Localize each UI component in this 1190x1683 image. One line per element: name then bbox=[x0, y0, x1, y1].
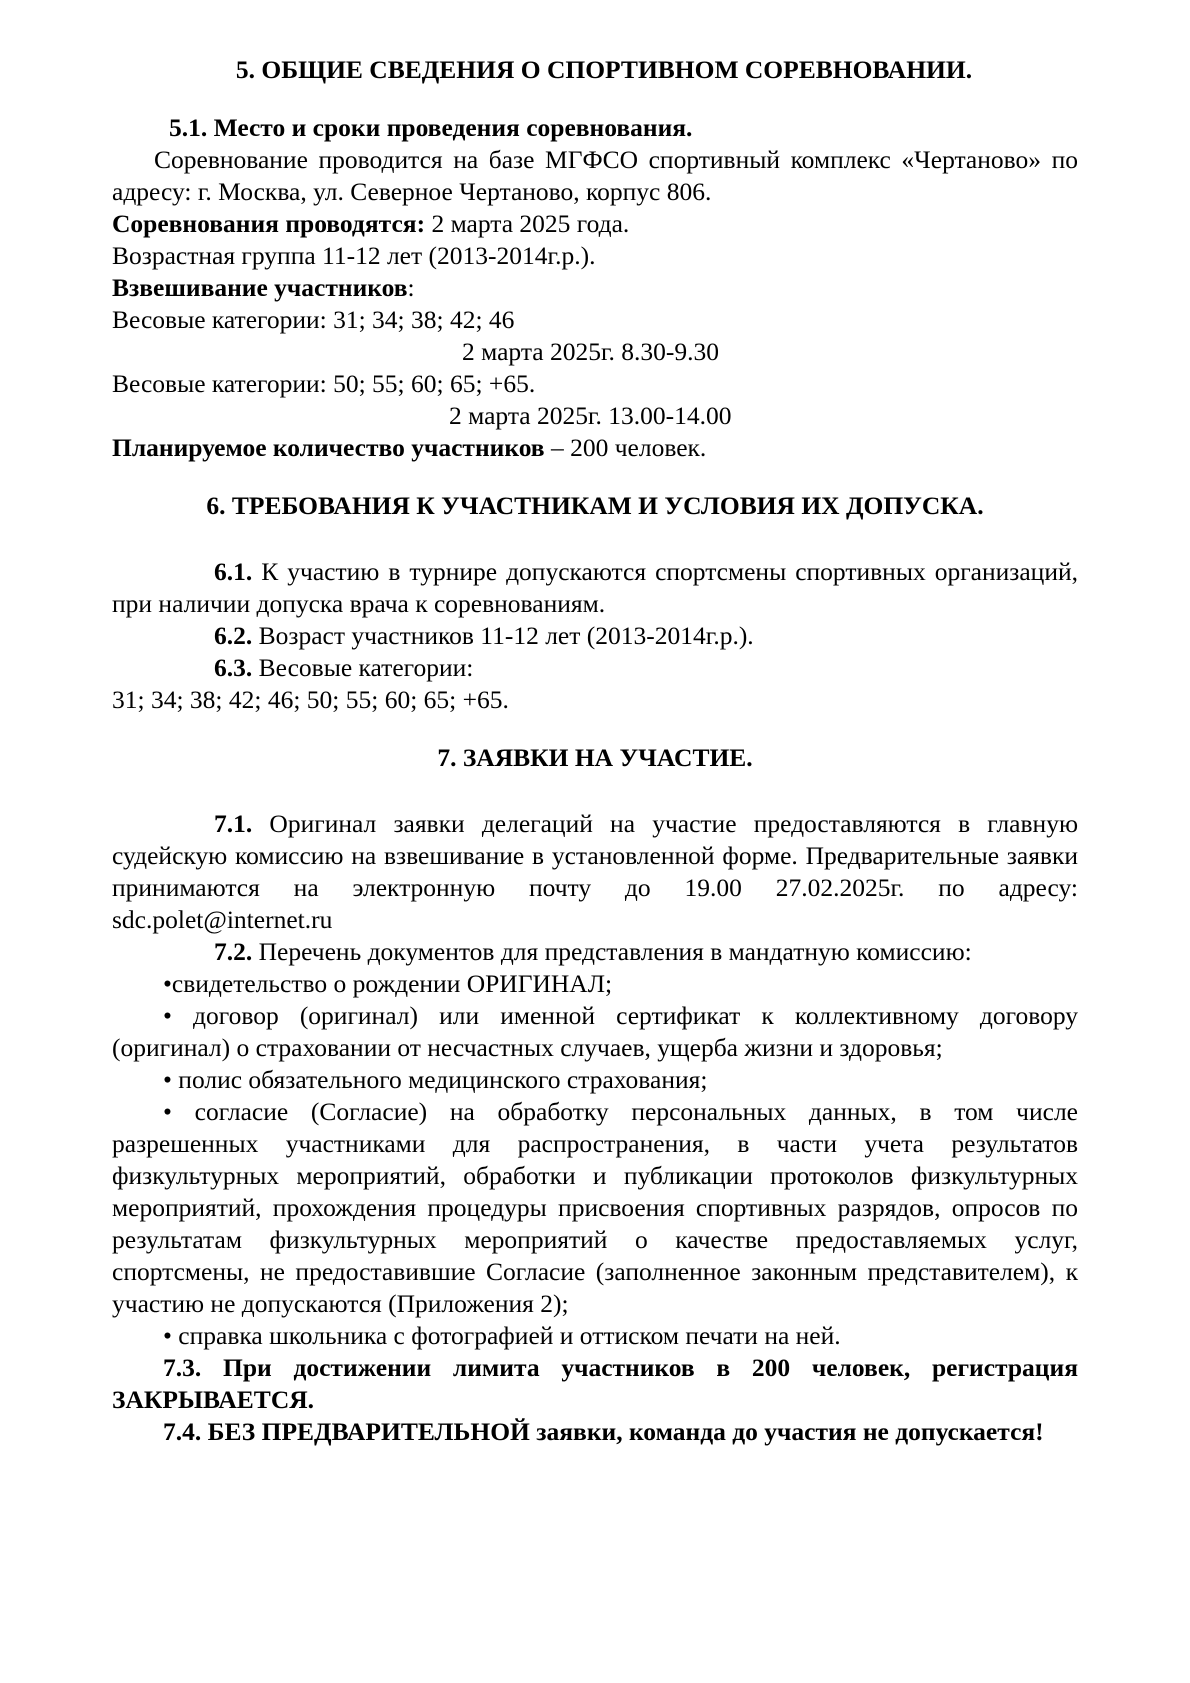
section-5-heading: 5. ОБЩИЕ СВЕДЕНИЯ О СПОРТИВНОМ СОРЕВНОВАНИИ. bbox=[235, 55, 973, 84]
document-content bbox=[112, 54, 1078, 1448]
document-list-item: • согласие (Согласие) на обработку персональных данных, в том числе разрешенных участниками для распространения, в части учета результатов физкультурных мероприятий, обработки и публикации протоколов физкультурных мероприятий, прохождения процедуры присвоения спортивных разрядов, опросов по результатам физкультурных мероприятий о качестве предоставляемых услуг, спортсмены, не предоставившие Согласие (заполненное законным представителем), к участию не допускаются (Приложения 2); bbox=[112, 1097, 1078, 1318]
competition-date-line bbox=[112, 208, 1078, 240]
item-6-1 bbox=[112, 556, 1078, 620]
weigh-in-time-2: 2 марта 2025г. 13.00-14.00 bbox=[449, 401, 732, 430]
age-group-line: Возрастная группа 11-12 лет (2013-2014г.р.). bbox=[112, 241, 596, 270]
venue-paragraph: Соревнование проводится на базе МГФСО спортивный комплекс «Чертаново» по адресу: г. Москва, ул. Северное Чертаново, корпус 806. bbox=[112, 145, 1078, 206]
item-7-2-number: 7.2. bbox=[214, 937, 253, 966]
item-6-2 bbox=[112, 620, 1078, 652]
item-7-1-number: 7.1. bbox=[214, 809, 253, 838]
item-6-2-text: Возраст участников 11-12 лет (2013-2014г.р.). bbox=[252, 621, 754, 650]
item-7-2 bbox=[112, 936, 1078, 968]
competition-date-value: 2 марта 2025 года. bbox=[425, 209, 630, 238]
section-6-heading: 6. ТРЕБОВАНИЯ К УЧАСТНИКАМ И УСЛОВИЯ ИХ ДОПУСКА. bbox=[206, 491, 984, 520]
weight-categories-line-2: Весовые категории: 50; 55; 60; 65; +65. bbox=[112, 369, 536, 398]
item-6-3 bbox=[112, 652, 1078, 684]
planned-participants-label: Планируемое количество участников bbox=[112, 433, 545, 462]
item-6-3-text: Весовые категории: bbox=[252, 653, 474, 682]
item-6-1-number: 6.1. bbox=[214, 557, 253, 586]
weight-list-line: 31; 34; 38; 42; 46; 50; 55; 60; 65; +65. bbox=[112, 685, 509, 714]
weigh-in-label: Взвешивание участников bbox=[112, 273, 408, 302]
item-6-3-number: 6.3. bbox=[214, 653, 253, 682]
weigh-in-line bbox=[112, 272, 1078, 304]
subsection-5-1-heading: 5.1. Место и сроки проведения соревнования. bbox=[169, 113, 693, 142]
weigh-in-colon: : bbox=[407, 273, 415, 302]
item-7-3: 7.3. При достижении лимита участников в 200 человек, регистрация ЗАКРЫВАЕТСЯ. bbox=[112, 1353, 1078, 1414]
competition-date-label: Соревнования проводятся: bbox=[112, 209, 426, 238]
document-list-item: • договор (оригинал) или именной сертификат к коллективному договору (оригинал) о страховании от несчастных случаев, ущерба жизни и здоровья; bbox=[112, 1001, 1078, 1062]
document-list-item: • справка школьника с фотографией и оттиском печати на ней. bbox=[163, 1321, 841, 1350]
planned-participants-line bbox=[112, 432, 1078, 464]
item-6-1-text: К участию в турнире допускаются спортсмены спортивных организаций, при наличии допуска врача к соревнованиям. bbox=[112, 557, 1078, 618]
weight-categories-line-1: Весовые категории: 31; 34; 38; 42; 46 bbox=[112, 305, 515, 334]
document-list-item: •свидетельство о рождении ОРИГИНАЛ; bbox=[163, 969, 613, 998]
planned-participants-value: – 200 человек. bbox=[544, 433, 707, 462]
item-6-2-number: 6.2. bbox=[214, 621, 253, 650]
item-7-1 bbox=[112, 808, 1078, 936]
document-list-item: • полис обязательного медицинского страхования; bbox=[163, 1065, 708, 1094]
item-7-1-text: Оригинал заявки делегаций на участие предоставляются в главную судейскую комиссию на взвешивание в установленной форме. Предварительные заявки принимаются на электронную почту до 19.00 27.02.2025г. по адресу: sdc.polet@internet.ru bbox=[112, 809, 1078, 934]
item-7-2-text: Перечень документов для представления в мандатную комиссию: bbox=[252, 937, 972, 966]
item-7-4: 7.4. БЕЗ ПРЕДВАРИТЕЛЬНОЙ заявки, команда до участия не допускается! bbox=[163, 1417, 1044, 1446]
section-7-heading: 7. ЗАЯВКИ НА УЧАСТИЕ. bbox=[437, 743, 753, 772]
weigh-in-time-1: 2 марта 2025г. 8.30-9.30 bbox=[462, 337, 720, 366]
